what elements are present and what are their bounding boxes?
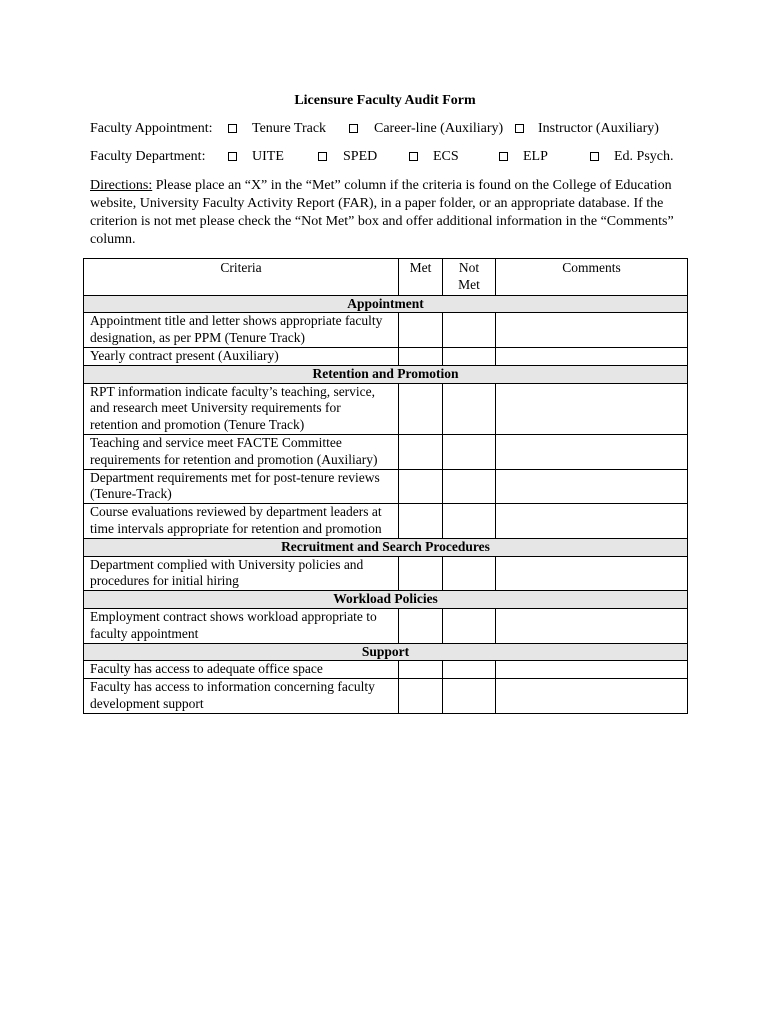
directions-text: Please place an “X” in the “Met” column if the criteria is found on the College of Education website, University Faculty Activity Report (FAR), in a paper folder, or an appropriate database. If the criterion is not met please check the “Not Met” box and offer additional information in the “Comments” column. — [90, 178, 674, 247]
criteria-cell: Course evaluations reviewed by department leaders at time intervals appropriate for retention and promotion — [84, 504, 399, 539]
audit-table-body — [84, 295, 688, 713]
met-header: Met — [399, 259, 443, 296]
comments-cell[interactable] — [496, 679, 688, 714]
instructor-checkbox[interactable] — [515, 124, 524, 133]
comments-cell[interactable] — [496, 504, 688, 539]
ecs-checkbox[interactable] — [409, 152, 418, 161]
faculty-department-label: Faculty Department: — [90, 149, 206, 164]
table-header-row — [84, 259, 688, 296]
criteria-cell: Department requirements met for post-tenure reviews (Tenure-Track) — [84, 469, 399, 504]
criteria-cell: Faculty has access to information concerning faculty development support — [84, 679, 399, 714]
comments-cell[interactable] — [496, 313, 688, 348]
not-met-cell[interactable] — [443, 383, 496, 434]
criteria-cell: Yearly contract present (Auxiliary) — [84, 347, 399, 365]
comments-cell[interactable] — [496, 383, 688, 434]
comments-cell[interactable] — [496, 434, 688, 469]
criteria-cell: Department complied with University policies and procedures for initial hiring — [84, 556, 399, 591]
comments-cell[interactable] — [496, 469, 688, 504]
directions-label: Directions: — [90, 178, 153, 193]
ed-psych-checkbox[interactable] — [590, 152, 599, 161]
section-title: Appointment — [84, 295, 688, 313]
not-met-cell[interactable] — [443, 504, 496, 539]
criteria-cell: Faculty has access to adequate office space — [84, 661, 399, 679]
met-cell[interactable] — [399, 556, 443, 591]
section-title: Workload Policies — [84, 591, 688, 609]
audit-table — [83, 258, 688, 714]
table-row — [84, 661, 688, 679]
tenure-track-label: Tenure Track — [252, 121, 327, 136]
career-line-checkbox[interactable] — [349, 124, 358, 133]
elp-label: ELP — [523, 149, 548, 164]
comments-cell[interactable] — [496, 608, 688, 643]
comments-cell[interactable] — [496, 347, 688, 365]
table-row — [84, 679, 688, 714]
section-row — [84, 365, 688, 383]
section-row — [84, 538, 688, 556]
ecs-label: ECS — [433, 149, 459, 164]
criteria-cell: Teaching and service meet FACTE Committee requirements for retention and promotion (Auxiliary) — [84, 434, 399, 469]
not-met-cell[interactable] — [443, 313, 496, 348]
not-met-cell[interactable] — [443, 434, 496, 469]
criteria-cell: Employment contract shows workload appropriate to faculty appointment — [84, 608, 399, 643]
comments-cell[interactable] — [496, 661, 688, 679]
not-met-header: Not Met — [443, 259, 496, 296]
career-line-label: Career-line (Auxiliary) — [374, 121, 504, 136]
criteria-cell: Appointment title and letter shows appropriate faculty designation, as per PPM (Tenure Track) — [84, 313, 399, 348]
table-row — [84, 608, 688, 643]
not-met-cell[interactable] — [443, 679, 496, 714]
faculty-appointment-label: Faculty Appointment: — [90, 121, 213, 136]
sped-label: SPED — [343, 149, 378, 164]
ed-psych-label: Ed. Psych. — [614, 149, 674, 164]
form-title: Licensure Faculty Audit Form — [294, 93, 476, 108]
tenure-track-checkbox[interactable] — [228, 124, 237, 133]
uite-checkbox[interactable] — [228, 152, 237, 161]
sped-checkbox[interactable] — [318, 152, 327, 161]
criteria-header: Criteria — [84, 259, 399, 296]
section-row — [84, 591, 688, 609]
section-row — [84, 643, 688, 661]
table-row — [84, 347, 688, 365]
table-row — [84, 556, 688, 591]
met-cell[interactable] — [399, 347, 443, 365]
met-cell[interactable] — [399, 383, 443, 434]
met-cell[interactable] — [399, 313, 443, 348]
met-cell[interactable] — [399, 608, 443, 643]
table-row — [84, 504, 688, 539]
not-met-cell[interactable] — [443, 661, 496, 679]
instructor-label: Instructor (Auxiliary) — [538, 121, 659, 136]
section-title: Support — [84, 643, 688, 661]
met-cell[interactable] — [399, 679, 443, 714]
not-met-cell[interactable] — [443, 556, 496, 591]
table-row — [84, 383, 688, 434]
met-cell[interactable] — [399, 661, 443, 679]
criteria-cell: RPT information indicate faculty’s teaching, service, and research meet University requirements for retention and promotion (Tenure Track) — [84, 383, 399, 434]
section-title: Recruitment and Search Procedures — [84, 538, 688, 556]
table-row — [84, 469, 688, 504]
not-met-cell[interactable] — [443, 469, 496, 504]
met-cell[interactable] — [399, 434, 443, 469]
met-cell[interactable] — [399, 504, 443, 539]
met-cell[interactable] — [399, 469, 443, 504]
section-title: Retention and Promotion — [84, 365, 688, 383]
uite-label: UITE — [252, 149, 284, 164]
comments-cell[interactable] — [496, 556, 688, 591]
elp-checkbox[interactable] — [499, 152, 508, 161]
table-row — [84, 313, 688, 348]
section-row — [84, 295, 688, 313]
not-met-cell[interactable] — [443, 347, 496, 365]
comments-header: Comments — [496, 259, 688, 296]
table-row — [84, 434, 688, 469]
directions-paragraph — [90, 177, 680, 249]
not-met-cell[interactable] — [443, 608, 496, 643]
